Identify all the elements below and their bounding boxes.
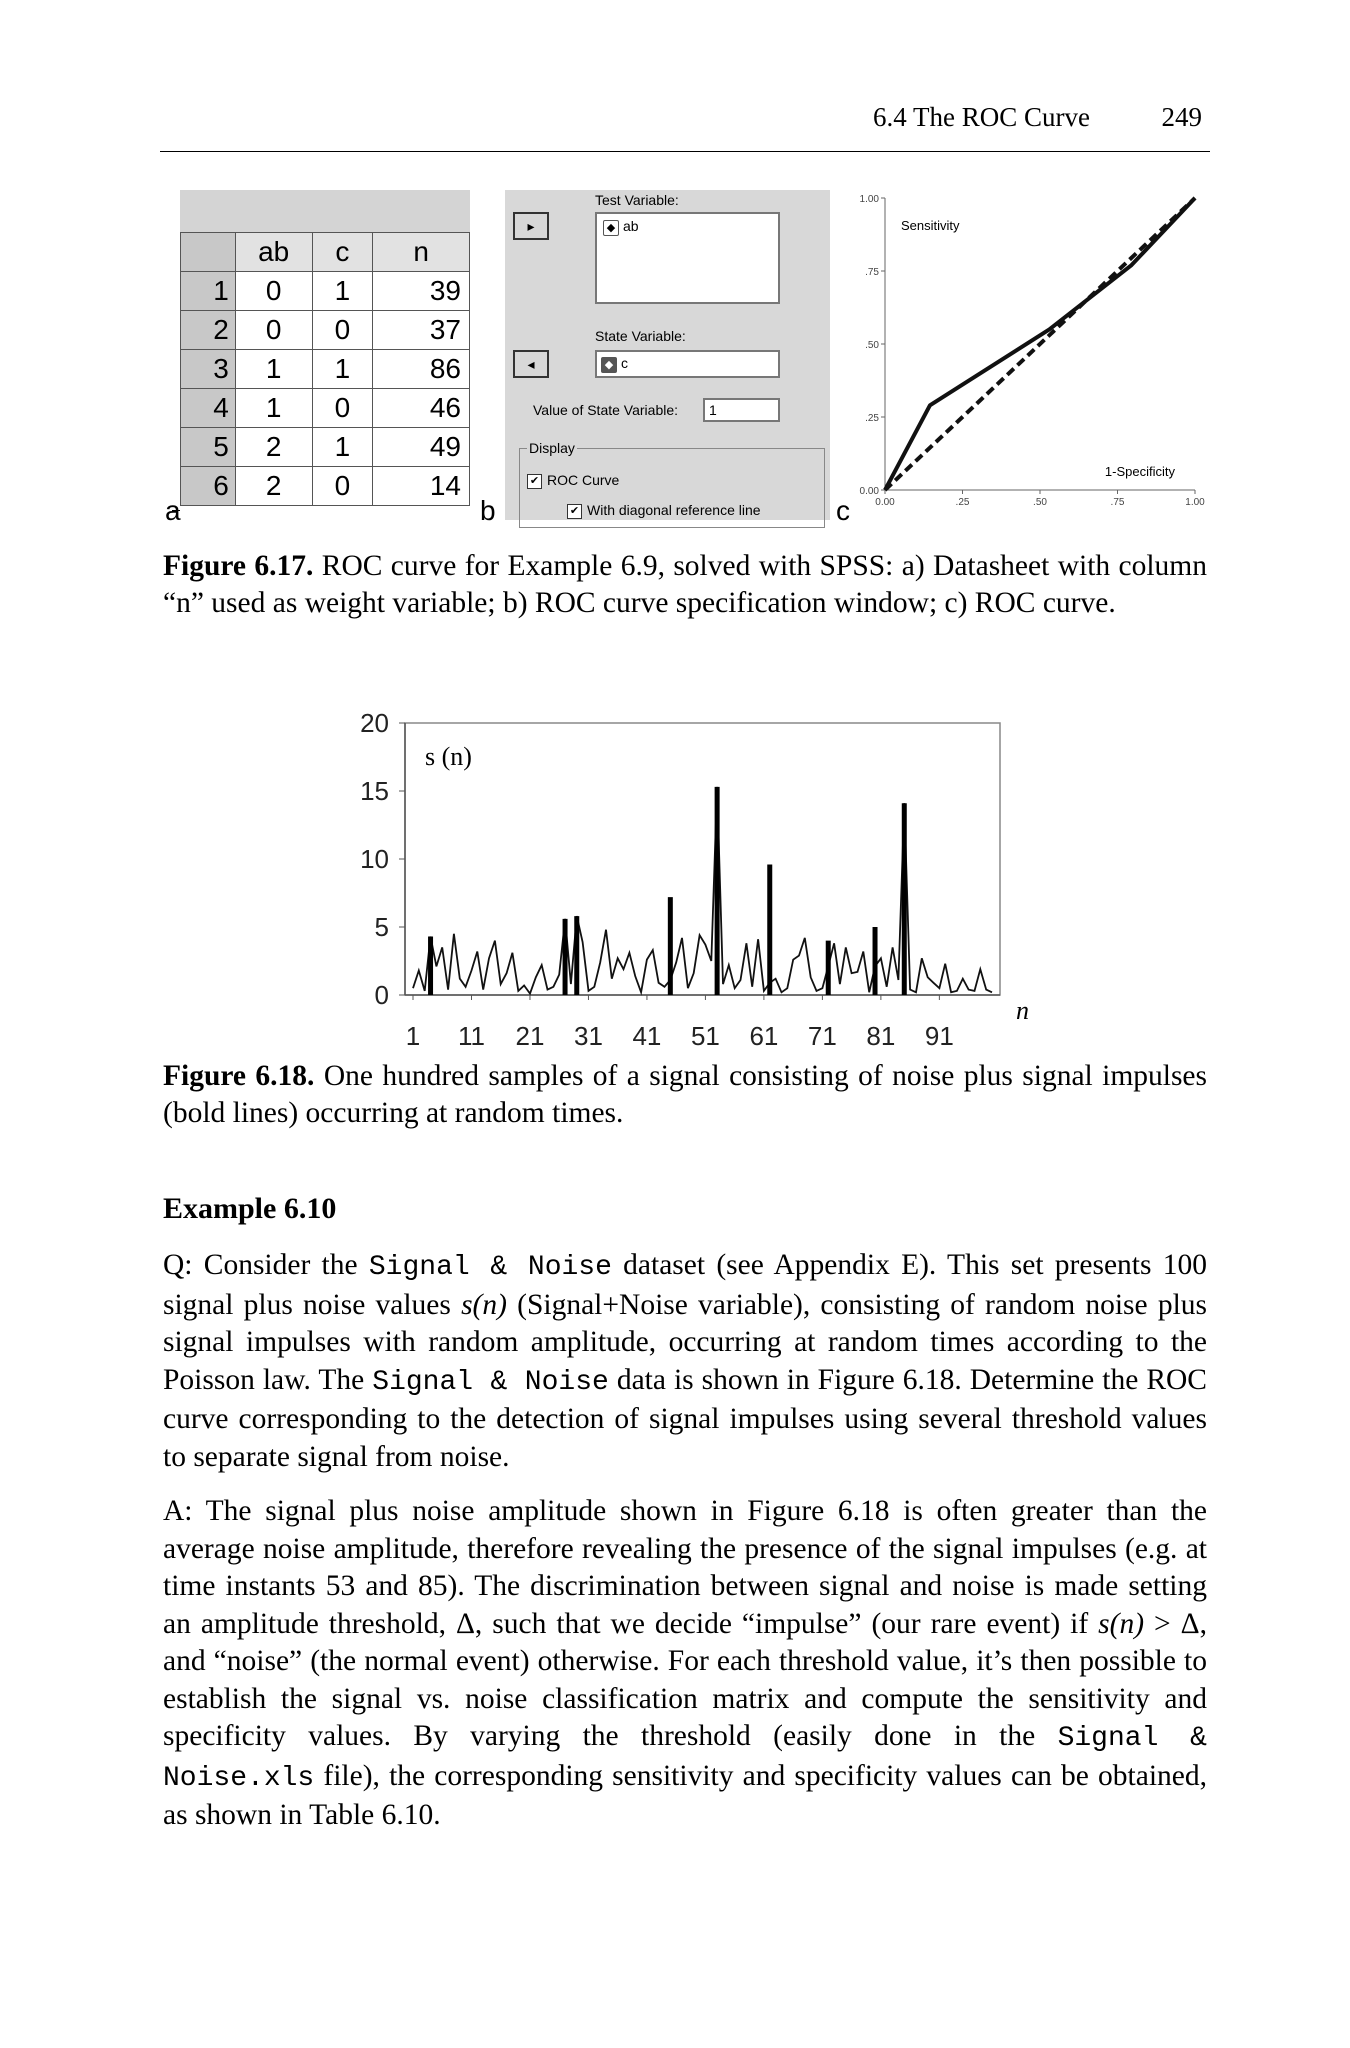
panel-label-b: b [480,495,496,526]
cell-n[interactable]: 39 [373,272,470,311]
panel-label-a: a [165,495,181,526]
dataset-name: Signal & Noise [368,1252,612,1283]
value-of-state-input[interactable] [703,398,780,422]
table-row [181,272,470,311]
list-item[interactable] [597,214,778,240]
cell-n[interactable]: 49 [373,428,470,467]
column-header-c[interactable]: c [312,233,373,272]
move-to-test-button[interactable] [513,212,549,240]
checkbox-checked-icon: ✔ [527,474,542,489]
variable-icon: ◆ [603,220,619,236]
diagonal-reference-label: With diagonal reference line [587,502,761,518]
table-row [181,350,470,389]
question-paragraph [163,1247,1207,1476]
cell-ab[interactable]: 1 [235,350,312,389]
table-row [181,467,470,506]
y-tick-label: .25 [865,413,879,424]
text-run: file), the corresponding sensitivity and specificity values can be obtained, as shown in Table 6.10. [163,1759,1207,1831]
variable-icon: ◆ [601,357,617,373]
value-of-state-value: 1 [709,402,717,418]
text-run: Q: Consider the [163,1249,369,1281]
x-tick-label: 21 [515,1021,545,1051]
signal-chart-panel [345,705,1029,1051]
checkbox-checked-icon: ✔ [567,504,582,519]
signal-symbol: s(n) [461,1288,507,1321]
test-variable-label: Test Variable: [595,192,679,208]
table-row [181,389,470,428]
caption-label: Figure 6.18. [163,1060,315,1092]
datasheet-header-row [181,233,470,272]
cell-n[interactable]: 86 [373,350,470,389]
x-tick-label: 61 [749,1021,779,1051]
x-tick-label: 0.00 [875,497,895,508]
x-axis-label: 1-Specificity [1104,464,1175,479]
y-tick-label: 1.00 [859,194,879,205]
x-tick-label: 91 [924,1021,954,1051]
x-tick-label: 1.00 [1185,497,1205,508]
datasheet-panel [180,190,470,520]
state-variable-label: State Variable: [595,328,686,344]
test-variable-value: ab [623,218,639,234]
cell-ab[interactable]: 0 [235,272,312,311]
y-tick-label: 15 [360,776,389,806]
y-tick-label: .75 [865,267,879,278]
caption-label: Figure 6.17. [163,550,314,582]
row-header[interactable]: 6 [181,467,236,506]
x-tick-label: 71 [807,1021,837,1051]
display-label: Display [529,440,575,456]
y-tick-label: 0.00 [859,486,879,497]
diagonal-reference-checkbox[interactable] [567,502,761,519]
cell-c[interactable]: 1 [312,428,373,467]
cell-ab[interactable]: 1 [235,389,312,428]
row-header[interactable]: 2 [181,311,236,350]
roc-chart-panel [845,190,1215,520]
x-tick-label: .75 [1110,497,1125,508]
page-number: 249 [1161,102,1202,132]
row-header[interactable]: 3 [181,350,236,389]
x-tick-label: 81 [866,1021,896,1051]
table-row [181,428,470,467]
answer-paragraph [163,1493,1207,1835]
datasheet-table [180,232,470,506]
y-tick-label: 0 [374,980,389,1010]
signal-chart [345,705,1029,1051]
x-tick-label: .25 [955,497,970,508]
state-variable-value: c [621,355,628,371]
x-tick-label: 1 [405,1021,421,1051]
roc-chart [845,190,1215,520]
cell-c[interactable]: 0 [312,311,373,350]
dataset-name: Signal & Noise [372,1366,609,1398]
x-axis-label: n [1016,996,1029,1025]
row-header[interactable]: 5 [181,428,236,467]
x-tick-label: 11 [457,1021,485,1051]
running-header [160,92,1210,152]
table-row [181,311,470,350]
figure-6-18-caption [163,1058,1207,1132]
signal-symbol: s(n) [1098,1607,1145,1640]
x-tick-label: 51 [690,1021,720,1051]
text-run: data is shown in Figure 6.18. Determine the ROC curve corresponding to the detection of signal impulses using several threshold values to separate signal from noise. [163,1363,1207,1473]
cell-n[interactable]: 14 [373,467,470,506]
x-tick-label: 41 [632,1021,662,1051]
file-name: Signal & Noise.xls [163,1723,1207,1794]
text-run: A: The signal plus noise amplitude shown in Figure 6.18 is often greater than the average noise amplitude, therefore revealing the presence of the signal impulses (e.g. at time instants 53 and 85). The discrimination between signal and noise is made setting an amplitude threshold, Δ, such that we decide “impulse” (our rare event) if [163,1495,1207,1640]
cell-n[interactable]: 46 [373,389,470,428]
figure-6-17-caption [163,548,1207,622]
header-rule [160,151,1210,152]
list-item[interactable] [597,352,778,376]
plot-frame [405,723,1000,995]
cell-n[interactable]: 37 [373,311,470,350]
value-of-state-label: Value of State Variable: [533,402,679,418]
cell-c[interactable]: 0 [312,389,373,428]
text-run: dataset (see Appendix E). This set presents 100 signal plus noise values [163,1249,1207,1321]
panel-label-c: c [836,495,850,526]
cell-c[interactable]: 1 [312,272,373,311]
roc-dialog [505,190,830,520]
arrow-right-icon: ▸ [527,217,535,234]
series-label: s (n) [425,742,472,771]
cell-ab[interactable]: 2 [235,467,312,506]
corner-cell [181,233,236,272]
column-header-n[interactable]: n [373,233,470,272]
diagonal-reference-line [885,198,1195,490]
state-variable-field[interactable] [595,350,780,378]
y-tick-label: 20 [360,708,389,738]
row-header[interactable]: 1 [181,272,236,311]
roc-curve-checkbox[interactable] [527,472,619,489]
test-variable-list[interactable] [595,212,780,304]
roc-curve-label: ROC Curve [547,472,620,488]
section-title: 6.4 The ROC Curve [873,102,1090,132]
row-header[interactable]: 4 [181,389,236,428]
x-tick-label: .50 [1033,497,1047,508]
cell-ab[interactable]: 0 [235,311,312,350]
arrow-left-icon: ◂ [527,355,535,372]
y-tick-label: 5 [374,912,389,942]
column-header-ab[interactable]: ab [235,233,312,272]
caption-text: One hundred samples of a signal consisting of noise plus signal impulses (bold lines) occurring at random times. [163,1060,1208,1129]
y-tick-label: .50 [865,340,879,351]
x-tick-label: 31 [573,1021,603,1051]
y-axis-label: Sensitivity [901,218,960,233]
datasheet-toolbar-area [180,190,470,232]
example-heading: Example 6.10 [163,1192,337,1225]
cell-c[interactable]: 1 [312,350,373,389]
text-run: > Δ, and “noise” (the normal event) otherwise. For each threshold value, it’s then possible to establish the signal vs. noise classification matrix and compute the sensitivity and specificity values. By varying the threshold (easily done in the [163,1607,1207,1752]
panel-a-tick [172,510,180,511]
y-tick-label: 10 [360,844,389,874]
move-to-state-button[interactable] [513,350,549,378]
cell-c[interactable]: 0 [312,467,373,506]
cell-ab[interactable]: 2 [235,428,312,467]
text-run: (Signal+Noise variable), consisting of random noise plus signal impulses with random amplitude, occurring at random times according to the Poisson law. The [163,1288,1207,1396]
caption-text: ROC curve for Example 6.9, solved with SPSS: a) Datasheet with column “n” used as weight variable; b) ROC curve specification window; c) ROC curve. [163,550,1207,619]
